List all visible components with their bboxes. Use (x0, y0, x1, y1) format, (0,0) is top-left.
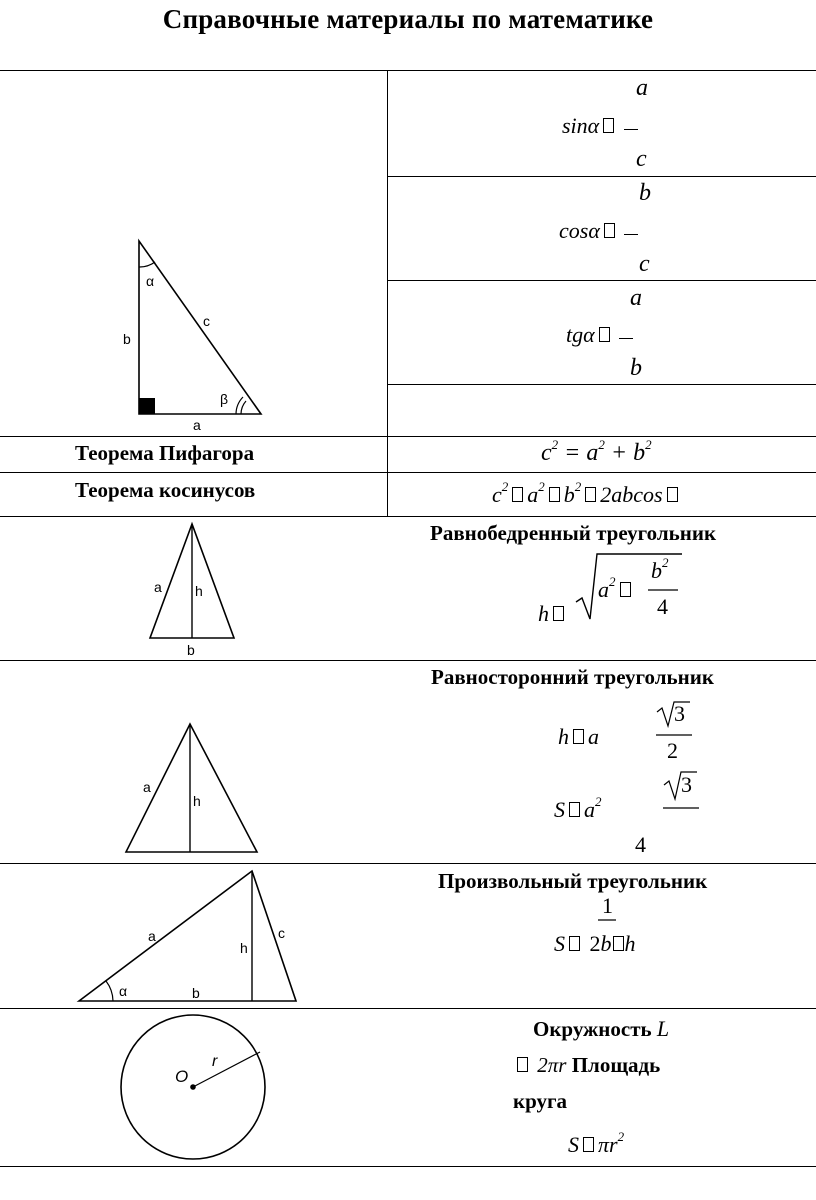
radius-r-label: r (212, 1053, 218, 1070)
height-label: h (195, 583, 203, 599)
cosines-formula: $c^2$ $a^2$ $b^2$ 2abcos (492, 482, 682, 508)
side-b-label: b (123, 331, 131, 347)
circle-area: S $\pi r^2$ (568, 1129, 625, 1157)
pythagoras-formula: $c^2 = a^2 + b^2$ (541, 437, 652, 466)
beta-label: β (220, 391, 229, 407)
equilateral-title: Равносторонний треугольник (431, 665, 714, 689)
page-title: Справочные материалы по математике (162, 4, 654, 34)
arbitrary-title: Произвольный треугольник (438, 869, 708, 893)
pythagoras-title: Теорема Пифагора (75, 441, 255, 465)
equilateral-h: h a (558, 724, 599, 749)
circle-length: 2πr Площадь (517, 1053, 660, 1078)
alpha-label: α (119, 983, 128, 999)
side-c-label: c (203, 313, 210, 329)
equilateral-area: S $a^2$ (554, 794, 602, 822)
side-a-label: a (143, 779, 151, 795)
side-b-label: b (192, 985, 200, 1001)
side-a-label: a (193, 417, 201, 433)
height-label: h (193, 793, 201, 809)
base-b-label: b (187, 642, 195, 658)
side-a-label: a (154, 579, 162, 595)
alpha-label: α (146, 273, 155, 289)
circle-title: Окружность L (533, 1016, 670, 1041)
center-o-label: O (175, 1067, 189, 1086)
side-a-label: a (148, 928, 156, 944)
height-label: h (240, 940, 248, 956)
arbitrary-area: S 2b h (554, 931, 636, 956)
side-c-label: c (278, 925, 285, 941)
circle-area-label: круга (513, 1089, 568, 1113)
cosines-title: Теорема косинусов (75, 478, 256, 502)
isosceles-title: Равнобедренный треугольник (430, 521, 717, 545)
isosceles-h: h (538, 601, 568, 627)
